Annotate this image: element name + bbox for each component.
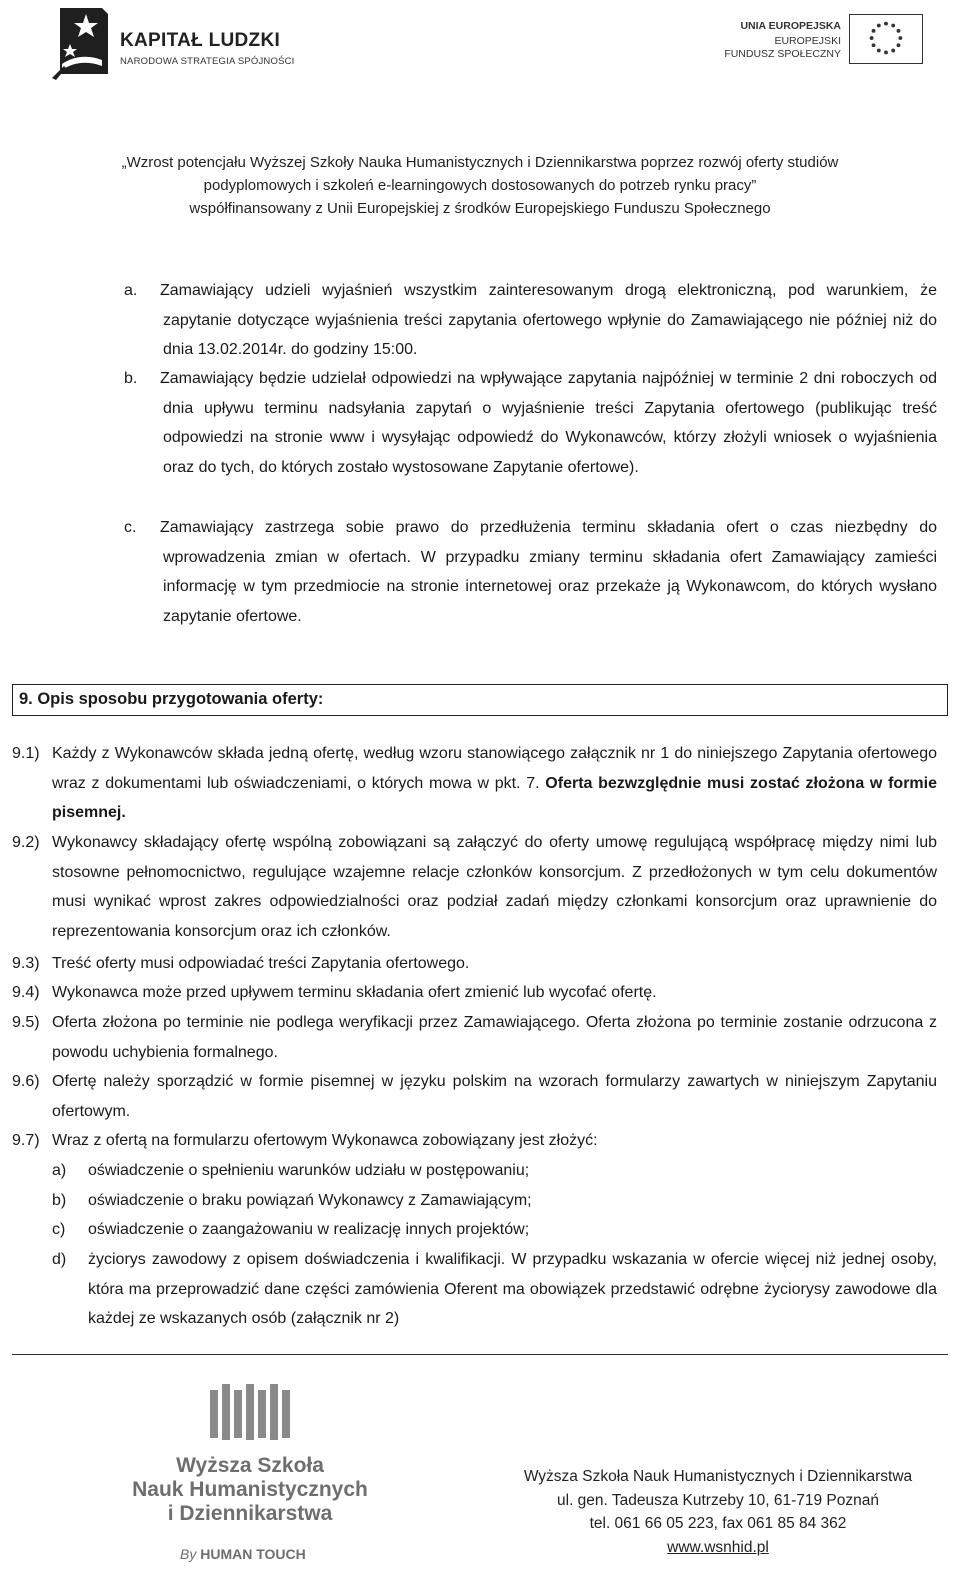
item-text-9-3: Treść oferty musi odpowiadać treści Zapytania ofertowego.	[52, 955, 470, 972]
eu-logo-line1: UNIA EUROPEJSKA	[740, 20, 841, 32]
kapital-ludzki-subtitle: NARODOWA STRATEGIA SPÓJNOŚCI	[120, 56, 295, 67]
item-text-9-6: Ofertę należy sporządzić w formie pisemnej w języku polskim na wzorach formularzy zawartych w niniejszym Zapytaniu ofertowym.	[52, 1073, 937, 1120]
clarification-text-c: Zamawiający zastrzega sobie prawo do przedłużenia terminu składania ofert o czas niezbędny do wprowadzenia zmian w ofertach. W przypadku zmiany terminu składania ofert Zamawiający zamieści informację w tym przedmiocie na stronie internetowej oraz przekaże ją Wykonawcom, do których wysłano zapytanie ofertowe.	[160, 519, 937, 625]
section-heading: 9. Opis sposobu przygotowania oferty:	[19, 690, 324, 708]
project-title-line-2: podyplomowych i szkoleń e-learningowych dostosowanych do potrzeb rynku pracy”	[203, 177, 757, 194]
subitem-marker-c: c)	[52, 1221, 66, 1238]
project-title-line-1: „Wzrost potencjału Wyższej Szkoły Nauka Humanistycznych i Dziennikarstwa poprzez rozwój oferty studiów	[121, 154, 839, 171]
item-number-9-5: 9.5)	[12, 1014, 40, 1031]
item-number-9-3: 9.3)	[12, 955, 40, 972]
wsnhid-building-icon	[208, 1382, 292, 1446]
clarification-text-a: Zamawiający udzieli wyjaśnień wszystkim zainteresowanym drogą elektroniczną, pod warunkiem, że zapytanie dotyczące wyjaśnienia treści zapytania ofertowego wpłynie do Zamawiającego nie później niż do dnia 13.02.2014r. do godziny 15:00.	[160, 282, 937, 358]
clarification-text-b: Zamawiający będzie udzielał odpowiedzi na wpływające zapytania najpóźniej w terminie 2 dni roboczych od dnia upływu terminu nadsyłania zapytań o wyjaśnienie treści Zapytania ofertowego (publikując treść odpowiedzi na stronie www i wysyłając odpowiedź do Wykonawców, którzy złożyli wniosek o wyjaśnienia oraz do tych, do których zostało wystosowane Zapytanie ofertowe).	[160, 370, 937, 476]
kapital-ludzki-title: KAPITAŁ LUDZKI	[120, 30, 281, 51]
item-text-9-1-body: Każdy z Wykonawców składa jedną ofertę, według wzoru stanowiącego załącznik nr 1 do niniejszego Zapytania ofertowego wraz z dokumentami lub oświadczeniami, o których mowa w pkt. 7.	[52, 745, 937, 792]
wsnhid-logo-line3: i Dziennikarstwa	[167, 1502, 333, 1525]
subitem-marker-b: b)	[52, 1192, 67, 1209]
wsnhid-logo-line2: Nauk Humanistycznych	[132, 1478, 368, 1501]
wsnhid-logo-tagline	[180, 1546, 306, 1562]
subitem-text-b: oświadczenie o braku powiązań Wykonawcy z Zamawiającym;	[88, 1192, 532, 1209]
item-number-9-4: 9.4)	[12, 984, 40, 1001]
footer-website-container	[508, 1539, 928, 1557]
wsnhid-logo-tagline-text: HUMAN TOUCH	[200, 1546, 306, 1562]
wsnhid-logo-by: By	[180, 1546, 197, 1562]
section-heading-box	[12, 684, 948, 716]
item-text-9-2: Wykonawcy składający ofertę wspólną zobowiązani są załączyć do oferty umowę regulującą współpracę między nimi lub stosowne pełnomocnictwo, regulujące wzajemne relacje członków konsorcjum. Z przedłożonych w tym celu dokumentów musi wynikać wprost zakres odpowiedzialności oraz podział zadań między członkami konsorcjum oraz uprawnienie do reprezentowania konsorcjum oraz ich członków.	[52, 834, 937, 940]
wsnhid-logo	[130, 1382, 370, 1572]
footer-website-link[interactable]: www.wsnhid.pl	[667, 1539, 769, 1556]
footer-address: ul. gen. Tadeusza Kutrzeby 10, 61-719 Poznań	[557, 1492, 879, 1509]
subitem-text-c: oświadczenie o zaangażowaniu w realizację innych projektów;	[88, 1221, 530, 1238]
item-text-9-5: Oferta złożona po terminie nie podlega weryfikacji przez Zamawiającego. Oferta złożona po terminie zostanie odrzucona z powodu uchybienia formalnego.	[52, 1014, 937, 1061]
footer-phone: tel. 061 66 05 223, fax 061 85 84 362	[589, 1515, 847, 1532]
subitem-text-a: oświadczenie o spełnieniu warunków udziału w postępowaniu;	[88, 1162, 530, 1179]
item-text-9-1	[52, 739, 937, 828]
kapital-ludzki-logo	[50, 4, 300, 80]
item-number-9-7: 9.7)	[12, 1132, 40, 1149]
item-number-9-1: 9.1)	[12, 745, 40, 762]
project-title-line-3: współfinansowany z Unii Europejskiej z środków Europejskiego Funduszu Społecznego	[189, 200, 771, 217]
subitem-text-d: życiorys zawodowy z opisem doświadczenia i kwalifikacji. W przypadku wskazania w ofercie więcej niż jednej osoby, która ma przeprowadzić dane części zamówienia Oferent ma obowiązek przedstawić odrębne życiorysy zawodowe dla każdej ze wskazanych osób (załącznik nr 2)	[88, 1251, 937, 1327]
footer-divider	[12, 1354, 948, 1355]
item-text-9-4: Wykonawca może przed upływem terminu składania ofert zmienić lub wycofać ofertę.	[52, 984, 657, 1001]
eu-logo	[724, 14, 923, 70]
subitem-marker-d: d)	[52, 1251, 67, 1268]
clarification-marker-b: b.	[124, 370, 138, 387]
kapital-ludzki-emblem-icon	[50, 4, 112, 80]
eu-logo-line2: EUROPEJSKI	[774, 35, 841, 47]
wsnhid-logo-line1: Wyższa Szkoła	[176, 1454, 324, 1477]
clarification-marker-a: a.	[124, 282, 138, 299]
subitem-marker-a: a)	[52, 1162, 67, 1179]
item-text-9-7: Wraz z ofertą na formularzu ofertowym Wykonawca zobowiązany jest złożyć:	[52, 1132, 598, 1149]
clarification-marker-c: c.	[124, 519, 137, 536]
footer-institution-name: Wyższa Szkoła Nauk Humanistycznych i Dziennikarstwa	[523, 1468, 913, 1485]
item-text-9-1-emphasis: Oferta bezwzględnie musi zostać złożona w formie pisemnej.	[52, 774, 937, 821]
item-number-9-6: 9.6)	[12, 1073, 40, 1090]
eu-logo-line3: FUNDUSZ SPOŁECZNY	[724, 48, 841, 60]
item-number-9-2: 9.2)	[12, 834, 40, 851]
eu-flag-icon	[849, 14, 923, 64]
